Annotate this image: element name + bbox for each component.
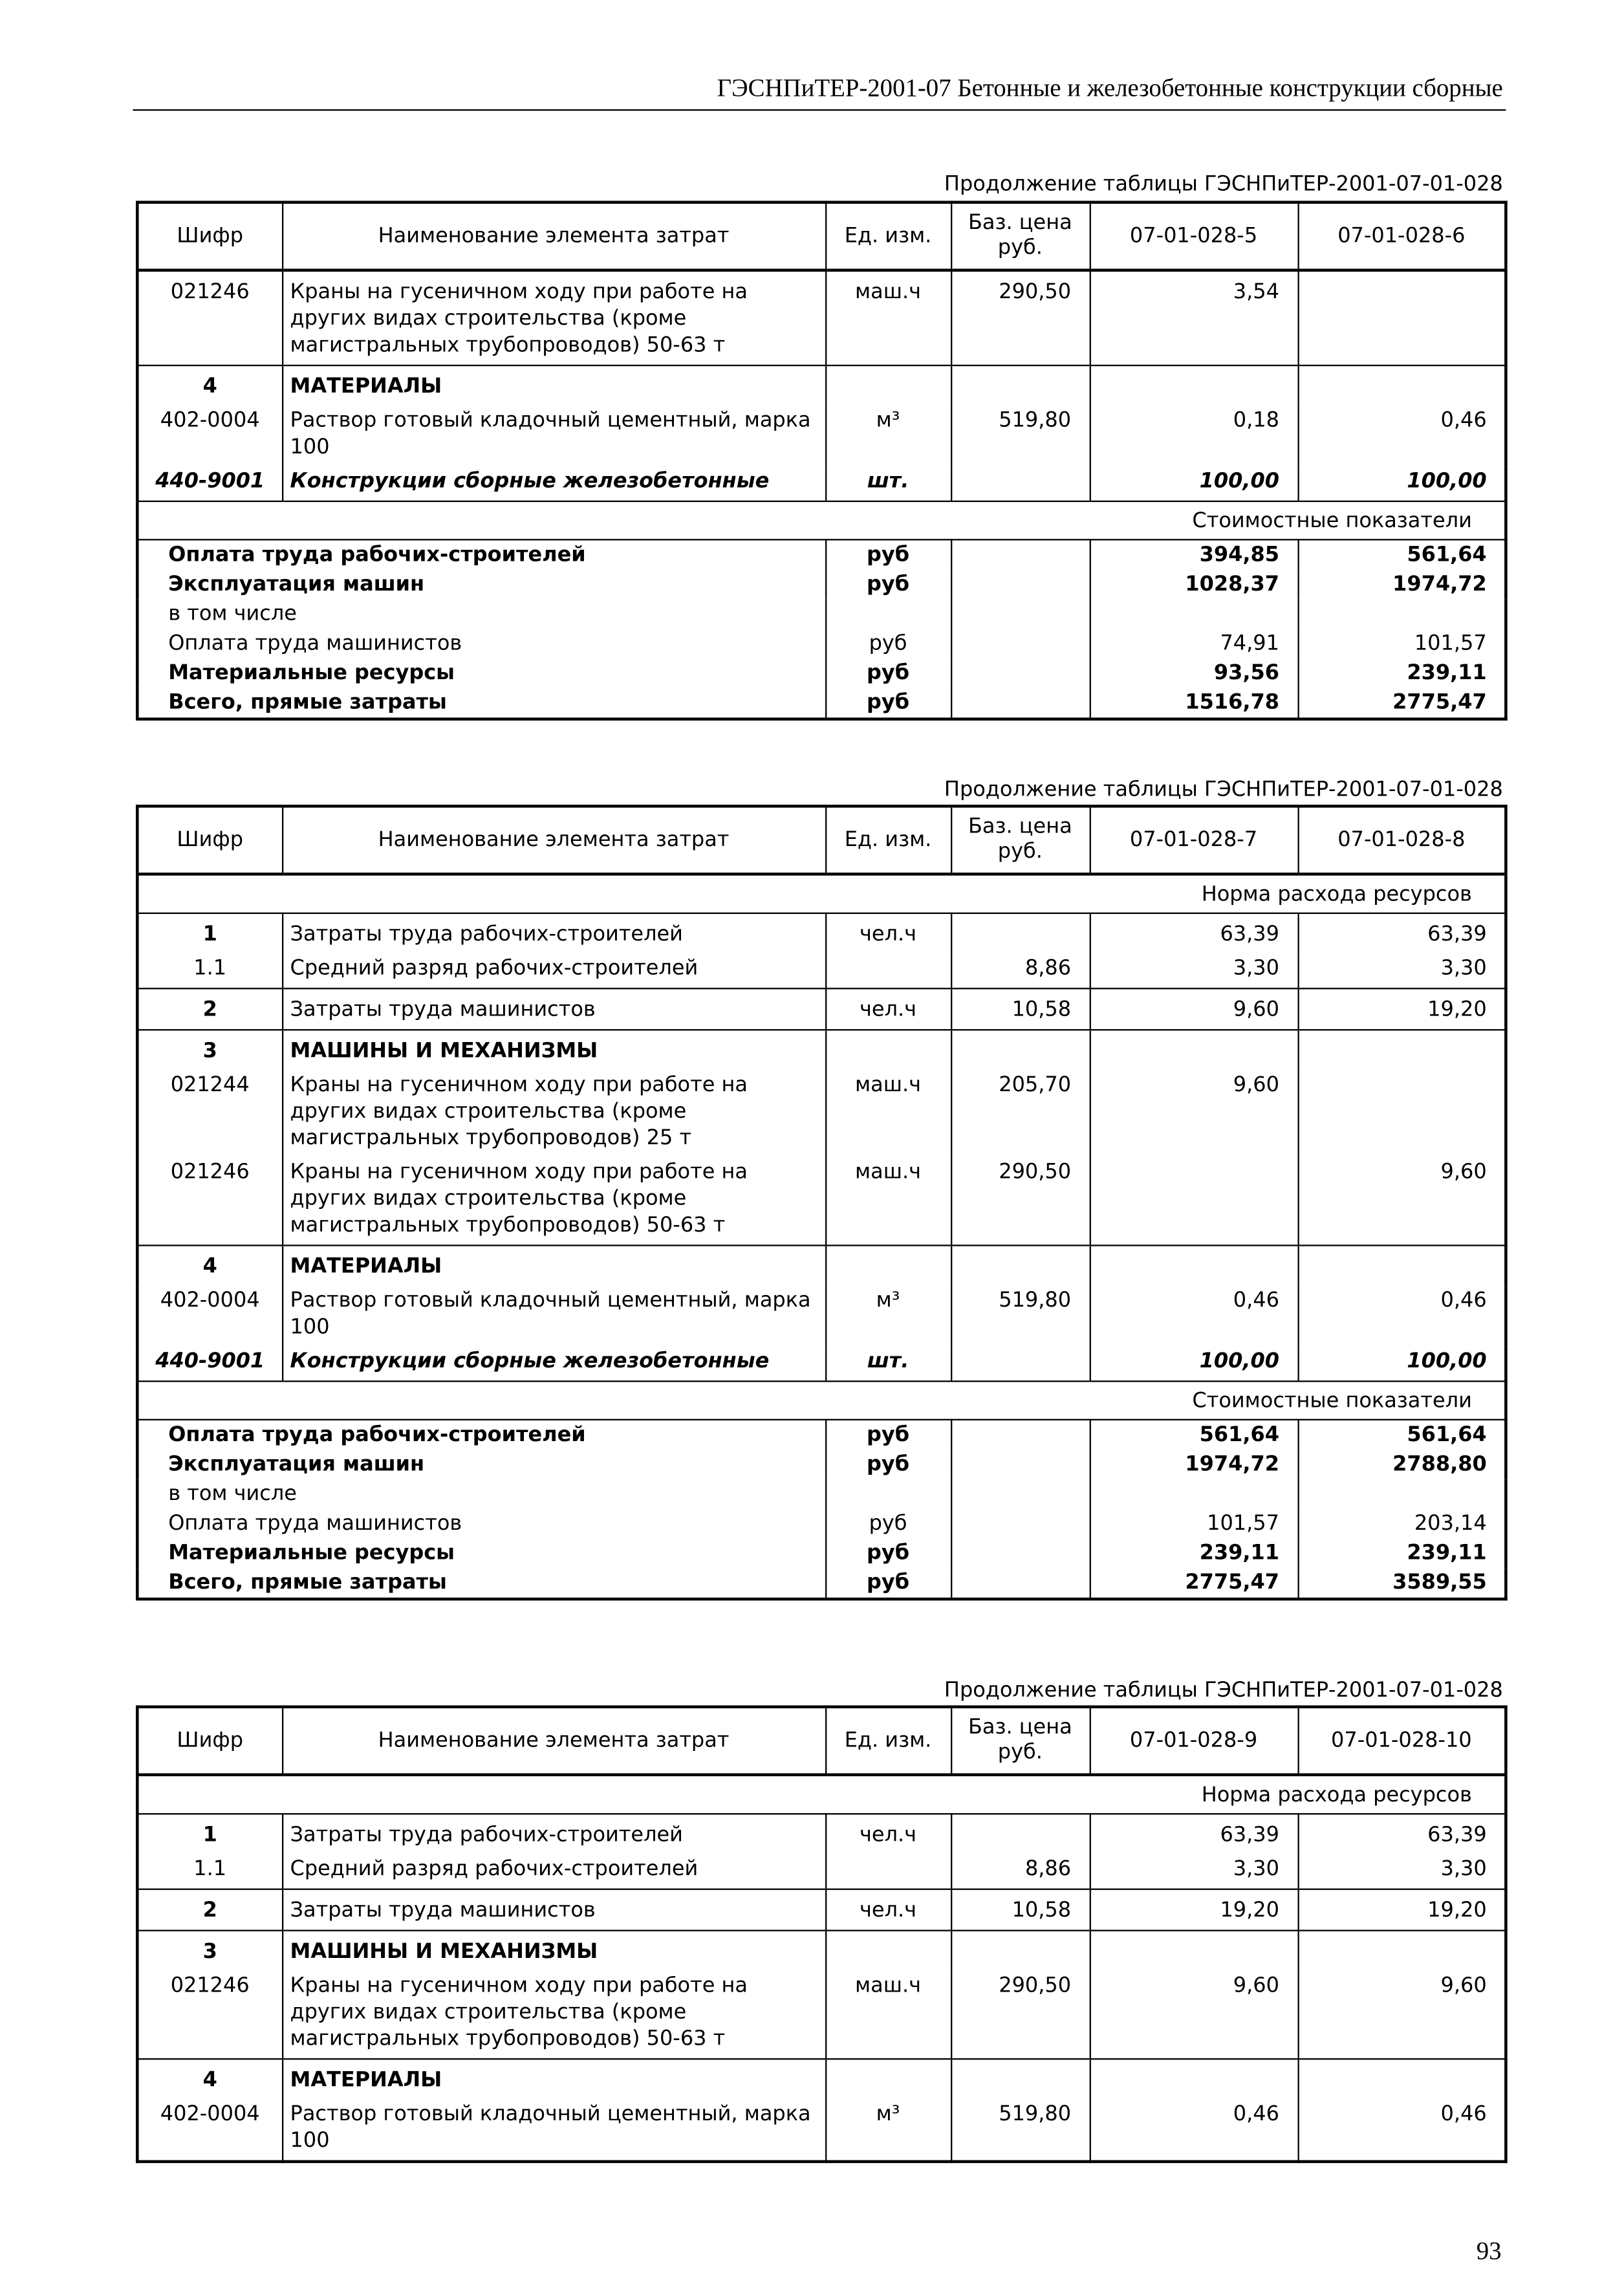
row-unit: маш.ч	[825, 270, 951, 365]
column-header-norm-b: 07-01-028-6	[1297, 202, 1506, 270]
row-value-b: 0,46	[1297, 1286, 1506, 1347]
row-code: 021246	[137, 1158, 282, 1246]
row-value-b: 3,30	[1297, 1854, 1506, 1889]
row-name: Раствор готовый кладочный цементный, марка 100	[282, 406, 825, 467]
summary-unit: руб	[825, 1509, 951, 1539]
column-header-code: Шифр	[137, 806, 282, 874]
table-caption: Продолжение таблицы ГЭСНПиТЕР-2001-07-01-028	[944, 1679, 1503, 1702]
table-row	[137, 1070, 1506, 1158]
summary-value-b: 2775,47	[1297, 688, 1506, 719]
row-value-b	[1297, 365, 1506, 406]
summary-name: Всего, прямые затраты	[137, 688, 825, 719]
row-value-a: 9,60	[1090, 988, 1298, 1030]
row-value-a: 63,39	[1090, 913, 1298, 954]
row-name: Краны на гусеничном ходу при работе на других видах строительства (кроме магистральных трубопроводов) 50-63 т	[282, 1971, 825, 2059]
table-row	[137, 988, 1506, 1030]
table-row	[137, 2059, 1506, 2100]
cost-summary-row	[137, 1509, 1506, 1539]
row-value-a: 3,30	[1090, 954, 1298, 989]
row-code: 1.1	[137, 1854, 282, 1889]
summary-unit: руб	[825, 539, 951, 570]
row-unit: чел.ч	[825, 988, 951, 1030]
table-caption: Продолжение таблицы ГЭСНПиТЕР-2001-07-01-028	[944, 777, 1503, 802]
table-header-row	[137, 1707, 1506, 1775]
row-name: МАШИНЫ И МЕХАНИЗМЫ	[282, 1931, 825, 1972]
table-row	[137, 1245, 1506, 1286]
summary-value-b: 561,64	[1297, 539, 1506, 570]
resource-table	[136, 1706, 1508, 2164]
summary-name: Оплата труда машинистов	[137, 1509, 825, 1539]
summary-value-a: 561,64	[1090, 1420, 1298, 1450]
row-value-a	[1090, 1931, 1298, 1972]
row-value-a: 0,46	[1090, 1286, 1298, 1347]
row-price	[951, 466, 1090, 501]
row-name: Средний разряд рабочих-строителей	[282, 954, 825, 989]
summary-unit: руб	[825, 658, 951, 688]
row-value-a	[1090, 365, 1298, 406]
table-row	[137, 954, 1506, 989]
column-header-norm-a: 07-01-028-9	[1090, 1707, 1298, 1775]
summary-value-b: 239,11	[1297, 1539, 1506, 1569]
summary-value-b: 101,57	[1297, 629, 1506, 658]
row-name: Краны на гусеничном ходу при работе на других видах строительства (кроме магистральных трубопроводов) 50-63 т	[282, 1158, 825, 1246]
row-code: 2	[137, 988, 282, 1030]
table-row	[137, 1286, 1506, 1347]
row-value-a	[1090, 2059, 1298, 2100]
row-unit	[825, 1030, 951, 1070]
summary-price-empty	[951, 1420, 1090, 1450]
summary-unit: руб	[825, 688, 951, 719]
row-name: МАТЕРИАЛЫ	[282, 365, 825, 406]
row-value-b: 9,60	[1297, 1158, 1506, 1246]
row-price	[951, 1814, 1090, 1854]
row-unit: чел.ч	[825, 913, 951, 954]
row-name: МАТЕРИАЛЫ	[282, 2059, 825, 2100]
summary-unit: руб	[825, 1420, 951, 1450]
row-unit	[825, 2059, 951, 2100]
summary-value-a: 93,56	[1090, 658, 1298, 688]
summary-unit: руб	[825, 1450, 951, 1480]
row-value-b: 19,20	[1297, 1889, 1506, 1931]
table-row	[137, 1814, 1506, 1854]
row-price	[951, 2059, 1090, 2100]
table-header-row	[137, 202, 1506, 270]
summary-name: в том числе	[137, 1479, 825, 1509]
row-unit: шт.	[825, 466, 951, 501]
row-code: 440-9001	[137, 1347, 282, 1382]
summary-name: Оплата труда рабочих-строителей	[137, 539, 825, 570]
row-name: Затраты труда машинистов	[282, 1889, 825, 1931]
summary-name: Материальные ресурсы	[137, 1539, 825, 1569]
row-code: 440-9001	[137, 466, 282, 501]
cost-summary-row	[137, 570, 1506, 600]
summary-value-a	[1090, 600, 1298, 629]
row-name: Затраты труда машинистов	[282, 988, 825, 1030]
section-label-row	[137, 1381, 1506, 1419]
table-row	[137, 1931, 1506, 1972]
row-unit	[825, 1245, 951, 1286]
row-code: 021246	[137, 1971, 282, 2059]
row-value-b: 19,20	[1297, 988, 1506, 1030]
row-unit: м³	[825, 2100, 951, 2162]
summary-unit: руб	[825, 570, 951, 600]
row-price: 519,80	[951, 406, 1090, 467]
summary-price-empty	[951, 658, 1090, 688]
summary-value-b: 239,11	[1297, 658, 1506, 688]
row-price: 519,80	[951, 2100, 1090, 2162]
row-value-b: 63,39	[1297, 913, 1506, 954]
column-header-code: Шифр	[137, 1707, 282, 1775]
row-value-a	[1090, 1245, 1298, 1286]
column-header-norm-a: 07-01-028-7	[1090, 806, 1298, 874]
table-row	[137, 365, 1506, 406]
summary-value-a: 1974,72	[1090, 1450, 1298, 1480]
section-label: Стоимостные показатели	[137, 501, 1506, 539]
summary-unit: руб	[825, 1539, 951, 1569]
row-code: 4	[137, 365, 282, 406]
row-unit: чел.ч	[825, 1814, 951, 1854]
table-row	[137, 406, 1506, 467]
page-number: 93	[1476, 2237, 1502, 2265]
row-value-b: 9,60	[1297, 1971, 1506, 2059]
cost-summary-row	[137, 539, 1506, 570]
summary-price-empty	[951, 600, 1090, 629]
summary-name: в том числе	[137, 600, 825, 629]
summary-name: Оплата труда рабочих-строителей	[137, 1420, 825, 1450]
summary-price-empty	[951, 1539, 1090, 1569]
column-header-norm-b: 07-01-028-10	[1297, 1707, 1506, 1775]
row-code: 402-0004	[137, 406, 282, 467]
row-price: 8,86	[951, 954, 1090, 989]
row-name: МАШИНЫ И МЕХАНИЗМЫ	[282, 1030, 825, 1070]
summary-price-empty	[951, 1450, 1090, 1480]
row-unit	[825, 954, 951, 989]
summary-value-a: 394,85	[1090, 539, 1298, 570]
row-value-a: 3,54	[1090, 270, 1298, 365]
row-price: 290,50	[951, 270, 1090, 365]
header-rule	[133, 109, 1506, 111]
row-value-b	[1297, 1245, 1506, 1286]
row-code: 4	[137, 2059, 282, 2100]
section-label: Стоимостные показатели	[137, 1381, 1506, 1419]
summary-price-empty	[951, 1479, 1090, 1509]
row-name: Краны на гусеничном ходу при работе на других видах строительства (кроме магистральных трубопроводов) 25 т	[282, 1070, 825, 1158]
row-price: 8,86	[951, 1854, 1090, 1889]
table-row	[137, 466, 1506, 501]
row-price: 290,50	[951, 1158, 1090, 1246]
table-row	[137, 1158, 1506, 1246]
row-price	[951, 913, 1090, 954]
row-price: 10,58	[951, 988, 1090, 1030]
row-value-a: 100,00	[1090, 1347, 1298, 1382]
row-code: 2	[137, 1889, 282, 1931]
column-header-name: Наименование элемента затрат	[282, 806, 825, 874]
row-name: Конструкции сборные железобетонные	[282, 466, 825, 501]
row-price	[951, 1347, 1090, 1382]
row-unit	[825, 365, 951, 406]
table-row	[137, 2100, 1506, 2162]
summary-value-b: 1974,72	[1297, 570, 1506, 600]
summary-value-b	[1297, 1479, 1506, 1509]
row-unit: м³	[825, 1286, 951, 1347]
summary-value-a: 1516,78	[1090, 688, 1298, 719]
row-value-b	[1297, 1070, 1506, 1158]
row-value-a: 3,30	[1090, 1854, 1298, 1889]
column-header-code: Шифр	[137, 202, 282, 270]
summary-price-empty	[951, 1509, 1090, 1539]
row-value-a: 100,00	[1090, 466, 1298, 501]
column-header-unit: Ед. изм.	[825, 806, 951, 874]
cost-summary-row	[137, 1420, 1506, 1450]
row-value-a: 9,60	[1090, 1070, 1298, 1158]
row-price	[951, 1245, 1090, 1286]
row-unit: маш.ч	[825, 1158, 951, 1246]
row-unit: маш.ч	[825, 1971, 951, 2059]
summary-price-empty	[951, 1568, 1090, 1599]
row-code: 1.1	[137, 954, 282, 989]
row-value-b: 3,30	[1297, 954, 1506, 989]
row-name: Раствор готовый кладочный цементный, марка 100	[282, 2100, 825, 2162]
cost-summary-row	[137, 629, 1506, 658]
row-price: 10,58	[951, 1889, 1090, 1931]
summary-price-empty	[951, 539, 1090, 570]
row-value-a	[1090, 1158, 1298, 1246]
summary-value-b	[1297, 600, 1506, 629]
summary-value-a	[1090, 1479, 1298, 1509]
summary-name: Оплата труда машинистов	[137, 629, 825, 658]
summary-value-a: 239,11	[1090, 1539, 1298, 1569]
row-name: Средний разряд рабочих-строителей	[282, 1854, 825, 1889]
summary-unit	[825, 1479, 951, 1509]
row-name: Конструкции сборные железобетонные	[282, 1347, 825, 1382]
cost-summary-row	[137, 600, 1506, 629]
row-price: 519,80	[951, 1286, 1090, 1347]
row-price	[951, 365, 1090, 406]
summary-price-empty	[951, 629, 1090, 658]
running-header: ГЭСНПиТЕР-2001-07 Бетонные и железобетонные конструкции сборные	[717, 74, 1503, 102]
summary-value-b: 561,64	[1297, 1420, 1506, 1450]
row-value-b	[1297, 1931, 1506, 1972]
column-header-name: Наименование элемента затрат	[282, 202, 825, 270]
summary-value-b: 203,14	[1297, 1509, 1506, 1539]
column-header-price: Баз. цена руб.	[951, 806, 1090, 874]
row-unit	[825, 1931, 951, 1972]
row-value-b: 0,46	[1297, 2100, 1506, 2162]
table-caption: Продолжение таблицы ГЭСНПиТЕР-2001-07-01-028	[944, 173, 1503, 197]
cost-summary-row	[137, 1539, 1506, 1569]
row-name: Затраты труда рабочих-строителей	[282, 1814, 825, 1854]
row-value-b: 63,39	[1297, 1814, 1506, 1854]
row-value-a: 63,39	[1090, 1814, 1298, 1854]
summary-name: Эксплуатация машин	[137, 570, 825, 600]
section-label-row	[137, 1775, 1506, 1814]
row-value-b	[1297, 2059, 1506, 2100]
row-unit: маш.ч	[825, 1070, 951, 1158]
resource-table	[136, 201, 1508, 721]
row-value-a: 19,20	[1090, 1889, 1298, 1931]
row-name: Затраты труда рабочих-строителей	[282, 913, 825, 954]
cost-summary-row	[137, 658, 1506, 688]
row-code: 1	[137, 913, 282, 954]
row-name: МАТЕРИАЛЫ	[282, 1245, 825, 1286]
table-row	[137, 1971, 1506, 2059]
summary-unit: руб	[825, 1568, 951, 1599]
row-code: 1	[137, 1814, 282, 1854]
column-header-price: Баз. цена руб.	[951, 202, 1090, 270]
row-code: 402-0004	[137, 1286, 282, 1347]
table-row	[137, 1854, 1506, 1889]
summary-value-a: 74,91	[1090, 629, 1298, 658]
summary-unit: руб	[825, 629, 951, 658]
summary-value-a: 1028,37	[1090, 570, 1298, 600]
resource-table	[136, 805, 1508, 1600]
column-header-norm-a: 07-01-028-5	[1090, 202, 1298, 270]
summary-value-b: 3589,55	[1297, 1568, 1506, 1599]
summary-value-a: 2775,47	[1090, 1568, 1298, 1599]
row-unit: м³	[825, 406, 951, 467]
row-code: 3	[137, 1030, 282, 1070]
column-header-unit: Ед. изм.	[825, 1707, 951, 1775]
summary-name: Всего, прямые затраты	[137, 1568, 825, 1599]
column-header-unit: Ед. изм.	[825, 202, 951, 270]
row-code: 021244	[137, 1070, 282, 1158]
row-name: Раствор готовый кладочный цементный, марка 100	[282, 1286, 825, 1347]
row-value-b: 100,00	[1297, 466, 1506, 501]
row-price	[951, 1030, 1090, 1070]
summary-price-empty	[951, 688, 1090, 719]
column-header-norm-b: 07-01-028-8	[1297, 806, 1506, 874]
row-value-b	[1297, 270, 1506, 365]
section-label-row	[137, 501, 1506, 539]
row-price	[951, 1931, 1090, 1972]
table-row	[137, 270, 1506, 365]
section-label: Норма расхода ресурсов	[137, 874, 1506, 913]
row-price: 205,70	[951, 1070, 1090, 1158]
summary-name: Материальные ресурсы	[137, 658, 825, 688]
row-price: 290,50	[951, 1971, 1090, 2059]
table-row	[137, 1347, 1506, 1382]
row-value-b: 0,46	[1297, 406, 1506, 467]
row-name: Краны на гусеничном ходу при работе на других видах строительства (кроме магистральных трубопроводов) 50-63 т	[282, 270, 825, 365]
row-value-a: 0,46	[1090, 2100, 1298, 2162]
row-value-b: 100,00	[1297, 1347, 1506, 1382]
cost-summary-row	[137, 1450, 1506, 1480]
column-header-price: Баз. цена руб.	[951, 1707, 1090, 1775]
table-header-row	[137, 806, 1506, 874]
summary-name: Эксплуатация машин	[137, 1450, 825, 1480]
section-label-row	[137, 874, 1506, 913]
row-unit	[825, 1854, 951, 1889]
row-value-b	[1297, 1030, 1506, 1070]
cost-summary-row	[137, 1479, 1506, 1509]
row-unit: чел.ч	[825, 1889, 951, 1931]
section-label: Норма расхода ресурсов	[137, 1775, 1506, 1814]
row-code: 021246	[137, 270, 282, 365]
row-code: 3	[137, 1931, 282, 1972]
cost-summary-row	[137, 688, 1506, 719]
cost-summary-row	[137, 1568, 1506, 1599]
row-code: 4	[137, 1245, 282, 1286]
column-header-name: Наименование элемента затрат	[282, 1707, 825, 1775]
summary-value-b: 2788,80	[1297, 1450, 1506, 1480]
row-value-a	[1090, 1030, 1298, 1070]
table-row	[137, 1030, 1506, 1070]
row-code: 402-0004	[137, 2100, 282, 2162]
row-value-a: 9,60	[1090, 1971, 1298, 2059]
table-row	[137, 913, 1506, 954]
table-row	[137, 1889, 1506, 1931]
row-value-a: 0,18	[1090, 406, 1298, 467]
summary-value-a: 101,57	[1090, 1509, 1298, 1539]
row-unit: шт.	[825, 1347, 951, 1382]
summary-unit	[825, 600, 951, 629]
summary-price-empty	[951, 570, 1090, 600]
